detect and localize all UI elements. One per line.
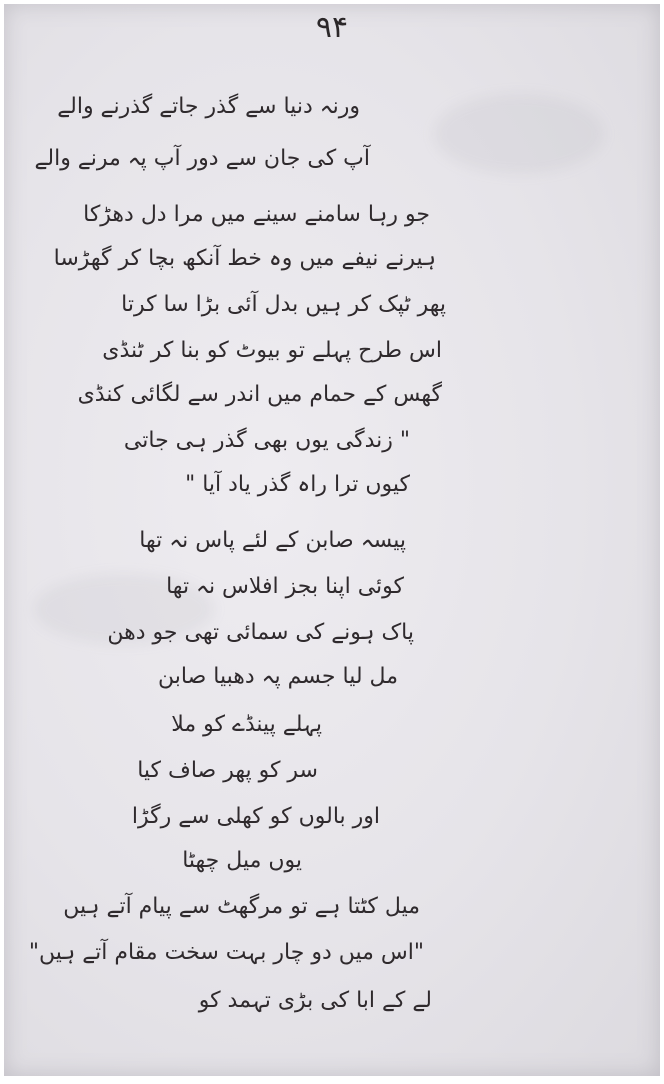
poem-line: پاک ہونے کی سمائی تھی جو دھن <box>107 620 414 645</box>
poem-line: گھس کے حمام میں اندر سے لگائی کنڈی <box>77 382 442 407</box>
book-page <box>4 4 660 1076</box>
quote-line: " زندگی یوں بھی گذر ہی جاتی <box>123 428 410 453</box>
poem-line: ہیرنے نیفے میں وہ خط آنکھ بچا کر گھڑسا <box>53 246 436 271</box>
quote-line: کیوں ترا راہ گذر یاد آیا " <box>185 472 410 497</box>
poem-line: اور بالوں کو کھلی سے رگڑا <box>131 804 380 829</box>
poem-line: مل لیا جسم پہ دھبیا صابن <box>158 664 398 689</box>
poem-line: پہلے پینڈے کو ملا <box>171 712 322 737</box>
poem-line: اس طرح پہلے تو بیوٹ کو بنا کر ٹنڈی <box>102 338 442 363</box>
poem-line: میل کٹتا ہے تو مرگھٹ سے پیام آتے ہیں <box>63 894 420 919</box>
poem-line: پیسہ صابن کے لئے پاس نہ تھا <box>139 528 406 553</box>
poem-line: جو رہا سامنے سینے میں مرا دل دھڑکا <box>83 202 430 227</box>
page-number: ۹۴ <box>315 10 349 45</box>
poem-line: سر کو پھر صاف کیا <box>137 758 318 783</box>
poem-line: لے کے ابا کی بڑی تہمد کو <box>198 988 432 1013</box>
poem-line: کوئی اپنا بجز افلاس نہ تھا <box>166 574 404 599</box>
poem-line: پھر ٹپک کر ہیں بدل آئی بڑا سا کرتا <box>121 292 446 317</box>
paper-stain <box>434 94 604 174</box>
poem-line: ورنہ دنیا سے گذر جاتے گذرنے والے <box>57 94 360 119</box>
poem-line: آپ کی جان سے دور آپ پہ مرنے والے <box>34 146 370 171</box>
poem-line: یوں میل چھٹا <box>182 848 302 873</box>
poem-line: "اس میں دو چار بہت سخت مقام آتے ہیں" <box>28 940 424 965</box>
